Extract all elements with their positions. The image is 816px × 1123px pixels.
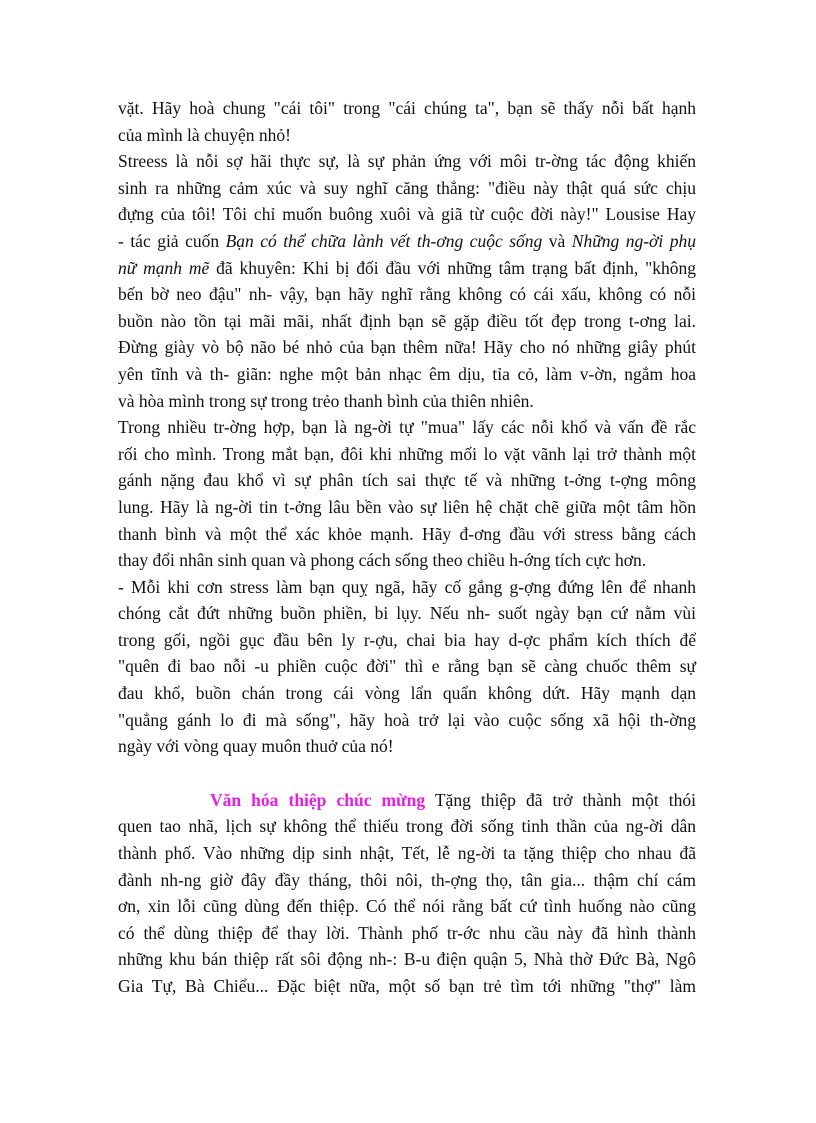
text-segment: Tặng thiệp đã trở thành một thói <box>425 789 696 810</box>
text-segment: và <box>542 230 572 251</box>
book-title: Những ng-ời phụ <box>571 230 696 251</box>
text-line: đành nh-ng giờ đây đầy tháng, thôi nôi, th-ợng thọ, tân gia... thậm chí cám <box>118 869 696 890</box>
text-line: - Mỗi khi cơn stress làm bạn quỵ ngã, hãy cố gắng g-ợng đứng lên để nhanh <box>118 576 696 597</box>
text-line: có thể dùng thiệp để thay lời. Thành phố tr-ớc nhu cầu này đã hình thành <box>118 922 696 943</box>
text-line: thành phố. Vào những dịp sinh nhật, Tết, lễ ng-ời ta tặng thiệp cho nhau đã <box>118 843 696 864</box>
text-line: Trong nhiều tr-ờng hợp, bạn là ng-ời tự "mua" lấy các nỗi khổ và vấn đề rắc <box>118 417 696 438</box>
text-line: "quên đi bao nỗi -u phiền cuộc đời" thì e rằng bạn sẽ càng chuốc thêm sự <box>118 656 696 677</box>
book-title: nữ mạnh mẽ <box>118 257 210 278</box>
text-segment: - tác giả cuốn <box>118 230 226 251</box>
text-line: rối cho mình. Trong mắt bạn, đôi khi những mối lo vặt vãnh lại trở thành một <box>118 443 696 464</box>
text-line: bến bờ neo đậu" nh- vậy, bạn hãy nghĩ rằng không có cái xấu, không có nỗi <box>118 284 696 305</box>
text-line <box>118 228 696 255</box>
text-line: lung. Hãy là ng-ời tin t-ởng lâu bền vào sự liên hệ chặt chẽ giữa một tâm hồn <box>118 496 696 517</box>
section-heading: Văn hóa thiệp chúc mừng <box>210 789 426 810</box>
paragraph-gap <box>118 760 696 787</box>
text-line: của mình là chuyện nhỏ! <box>118 124 292 145</box>
text-line: buồn nào tồn tại mãi mãi, nhất định bạn sẽ gặp điều tốt đẹp trong t-ơng lai. <box>118 310 696 331</box>
text-line: đựng của tôi! Tôi chỉ muốn buông xuôi và giã từ cuộc đời này!" Lousise Hay <box>118 204 696 225</box>
text-segment: đã khuyên: Khi bị đối đầu với những tâm trạng bất định, "không <box>209 257 697 278</box>
text-line: trong gối, ngồi gục đầu bên ly r-ợu, chai bia hay d-ợc phẩm kích thích để <box>118 629 696 650</box>
text-line: vặt. Hãy hoà chung "cái tôi" trong "cái chúng ta", bạn sẽ thấy nỗi bất hạnh <box>118 98 696 118</box>
text-line: quen tao nhã, lịch sự không thể thiếu trong đời sống tinh thần của ng-ời dân <box>118 816 696 837</box>
text-line: sinh ra những cảm xúc và suy nghĩ căng thẳng: "điều này thật quá sức chịu <box>118 177 696 198</box>
text-line: thanh bình và một thể xác khỏe mạnh. Hãy đ-ơng đầu với stress bằng cách <box>118 523 696 544</box>
book-title: Bạn có thể chữa lành vết th-ơng cuộc sống <box>225 230 543 251</box>
text-line: ơn, xin lỗi cũng dùng đến thiệp. Có thể nói rằng bất cứ tình huống nào cũng <box>118 896 696 917</box>
text-line: Đừng giày vò bộ não bé nhỏ của bạn thêm nữa! Hãy cho nó những giây phút <box>118 337 696 358</box>
text-line: Gia Tự, Bà Chiểu... Đặc biệt nữa, một số bạn trẻ tìm tới những "thợ" làm <box>118 976 696 996</box>
text-line: thay đổi nhân sinh quan và phong cách sống theo chiều h-ớng tích cực hơn. <box>118 550 647 571</box>
text-line: yên tĩnh và th- giãn: nghe một bản nhạc êm dịu, tỉa cỏ, làm v-ờn, ngắm hoa <box>118 363 696 384</box>
text-line: "quẳng gánh lo đi mà sống", hãy hoà trở lại vào cuộc sống xã hội th-ờng <box>118 709 696 730</box>
text-line: ngày với vòng quay muôn thuở của nó! <box>118 736 394 757</box>
text-line: những khu bán thiệp rất sôi động nh-: B-u điện quận 5, Nhà thờ Đức Bà, Ngô <box>118 949 696 970</box>
text-line: gánh nặng đau khổ vì sự phân tích sai thực tế và những t-ởng t-ợng mông <box>118 470 696 491</box>
text-line: Streess là nỗi sợ hãi thực sự, là sự phản ứng với môi tr-ờng tác động khiến <box>118 151 696 172</box>
section-first-line <box>118 787 696 814</box>
text-line <box>118 255 696 282</box>
text-line: đau khổ, buồn chán trong cái vòng lẩn quẩn không dứt. Hãy mạnh dạn <box>118 683 696 704</box>
text-line: và hòa mình trong sự trong trẻo thanh bình của thiên nhiên. <box>118 390 534 411</box>
text-line: chóng cắt đứt những buồn phiền, bi lụy. Nếu nh- suốt ngày bạn cứ nằm vùi <box>118 603 696 624</box>
